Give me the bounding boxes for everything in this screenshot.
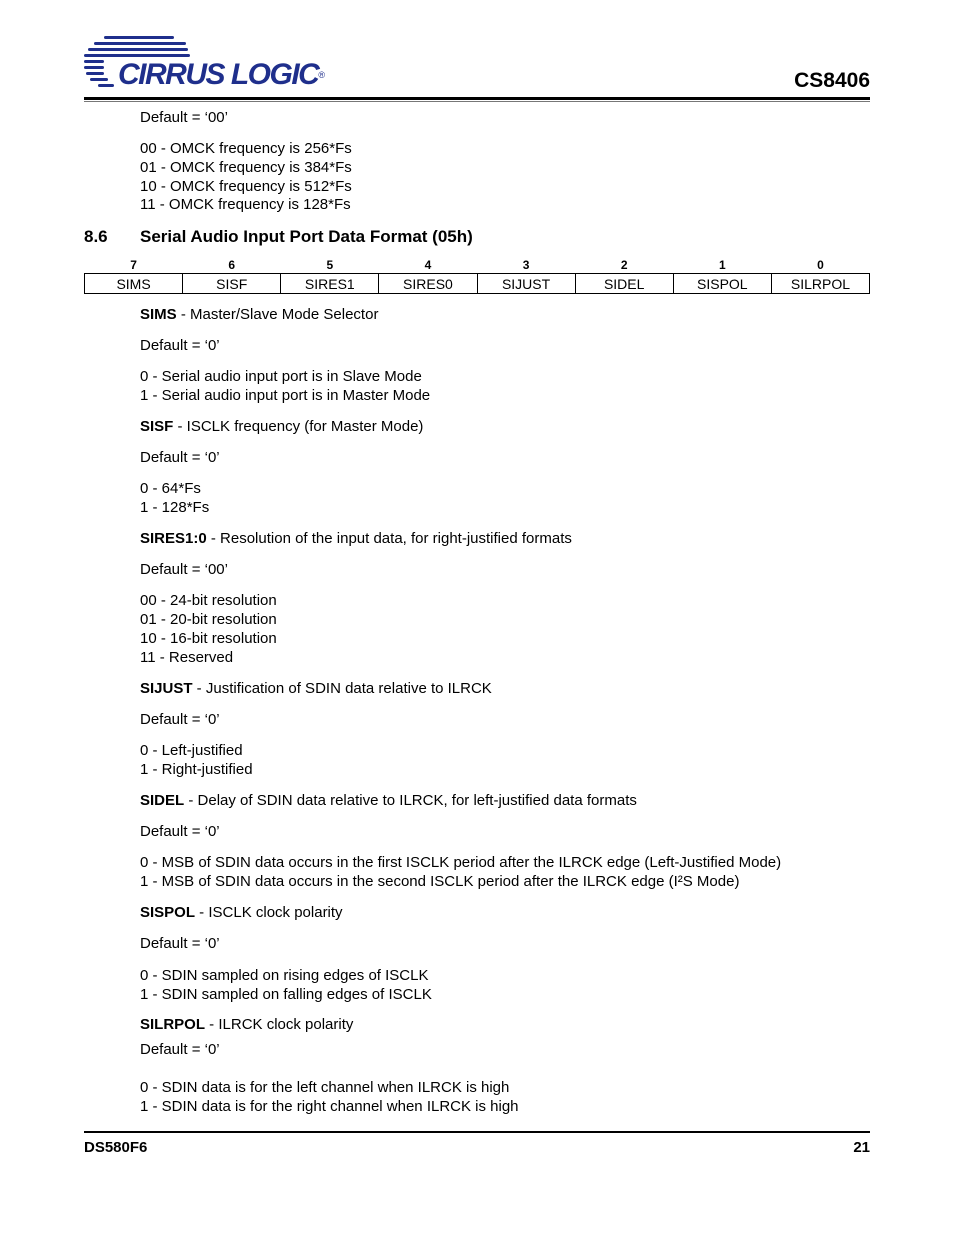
field-option: 0 - SDIN sampled on rising edges of ISCLK: [140, 967, 429, 984]
field-default: Default = ‘0’: [140, 935, 220, 952]
field-heading-sidel: SIDEL - Delay of SDIN data relative to ILRCK, for left-justified data formats: [140, 792, 637, 809]
document-id: DS580F6: [84, 1139, 148, 1156]
section-title: Serial Audio Input Port Data Format (05h): [140, 227, 473, 246]
omck-option: 10 - OMCK frequency is 512*Fs: [140, 178, 352, 195]
field-heading-sires: SIRES1:0 - Resolution of the input data, for right-justified formats: [140, 530, 572, 547]
field-option: 0 - 64*Fs: [140, 480, 201, 497]
bit-number-row: [85, 257, 870, 274]
field-default: Default = ‘0’: [140, 337, 220, 354]
bit-field: SISPOL: [673, 274, 771, 294]
field-option: 11 - Reserved: [140, 649, 234, 666]
logo-wordmark: CIRRUS LOGIC®: [118, 58, 324, 91]
omck-option: 00 - OMCK frequency is 256*Fs: [140, 140, 352, 157]
field-default: Default = ‘0’: [140, 823, 220, 840]
bit-number: 7: [130, 258, 137, 272]
field-option: 0 - MSB of SDIN data occurs in the first ISCLK period after the ILRCK edge (Left-Justified Mode): [140, 854, 782, 871]
page-number: 21: [853, 1139, 870, 1156]
field-default: Default = ‘0’: [140, 1041, 220, 1058]
header-rule: [84, 97, 870, 100]
bit-field: SIJUST: [477, 274, 575, 294]
field-option: 10 - 16-bit resolution: [140, 630, 277, 647]
bit-number: 1: [718, 258, 726, 272]
field-default: Default = ‘0’: [140, 449, 220, 466]
omck-option: 11 - OMCK frequency is 128*Fs: [140, 196, 351, 213]
field-option: 0 - SDIN data is for the left channel when ILRCK is high: [140, 1079, 510, 1096]
field-option: 00 - 24-bit resolution: [140, 592, 277, 609]
field-option: 1 - SDIN data is for the right channel when ILRCK is high: [140, 1098, 519, 1115]
field-heading-sisf: SISF - ISCLK frequency (for Master Mode): [140, 418, 424, 435]
bit-field: SISF: [183, 274, 281, 294]
field-option: 0 - Left-justified: [140, 742, 243, 759]
bit-field: SIDEL: [575, 274, 673, 294]
section-number: 8.6: [84, 227, 108, 246]
bit-number: 5: [326, 258, 334, 272]
field-option: 1 - Serial audio input port is in Master Mode: [140, 387, 431, 404]
omck-option: 01 - OMCK frequency is 384*Fs: [140, 159, 352, 176]
bit-field: SIRES0: [379, 274, 477, 294]
field-heading-sispol: SISPOL - ISCLK clock polarity: [140, 904, 343, 921]
header-rule-thin: [84, 101, 870, 102]
bit-number: 2: [620, 258, 628, 272]
bit-field: SIRES1: [281, 274, 379, 294]
field-option: 1 - Right-justified: [140, 761, 253, 778]
footer-rule: [84, 1131, 870, 1133]
field-default: Default = ‘0’: [140, 711, 220, 728]
omck-default: Default = ‘00’: [140, 109, 228, 126]
register-table: [84, 257, 870, 294]
bit-field-row: [85, 274, 870, 294]
field-option: 0 - Serial audio input port is in Slave Mode: [140, 368, 422, 385]
field-option: 1 - MSB of SDIN data occurs in the second ISCLK period after the ILRCK edge (I²S Mode): [140, 873, 740, 890]
field-heading-silrpol: SILRPOL - ILRCK clock polarity: [140, 1016, 354, 1033]
bit-field: SIMS: [85, 274, 183, 294]
part-number: CS8406: [794, 69, 870, 92]
bit-number: 4: [424, 258, 432, 272]
field-option: 1 - 128*Fs: [140, 499, 210, 516]
field-option: 1 - SDIN sampled on falling edges of ISCLK: [140, 986, 432, 1003]
field-default: Default = ‘00’: [140, 561, 228, 578]
bit-number: 6: [228, 258, 236, 272]
bit-number: 3: [522, 258, 530, 272]
bit-number: 0: [817, 258, 824, 272]
field-option: 01 - 20-bit resolution: [140, 611, 277, 628]
field-heading-sijust: SIJUST - Justification of SDIN data relative to ILRCK: [140, 680, 492, 697]
field-heading-sims: SIMS - Master/Slave Mode Selector: [140, 306, 379, 323]
bit-field: SILRPOL: [771, 274, 869, 294]
